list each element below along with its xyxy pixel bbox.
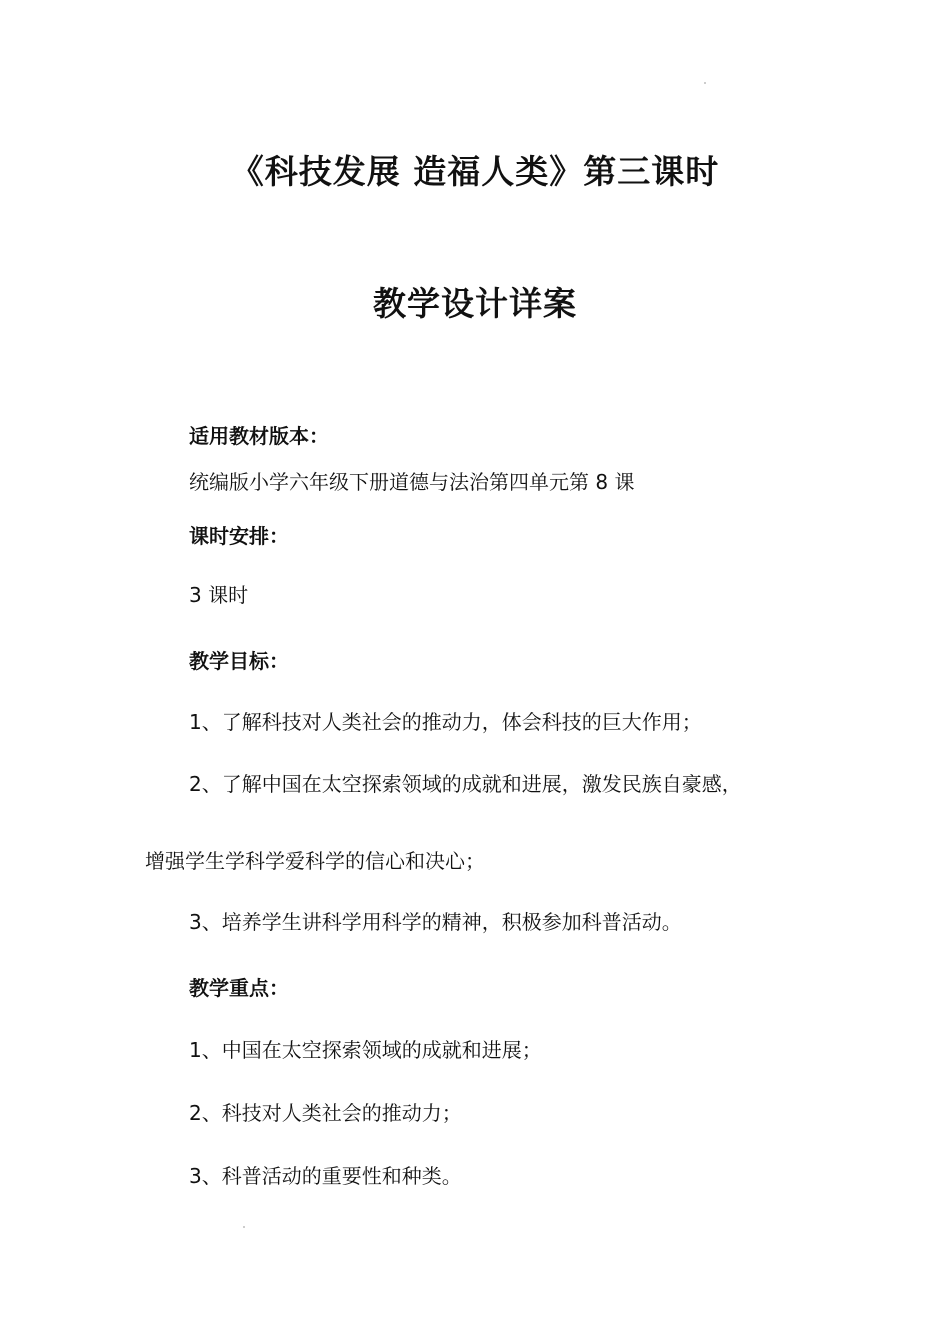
scan-speck xyxy=(243,1226,245,1228)
objectives-heading: 教学目标： xyxy=(189,649,289,673)
schedule-heading: 课时安排： xyxy=(189,524,289,548)
objective-item-2-line2: 增强学生学科学爱科学的信心和决心； xyxy=(145,849,485,873)
objective-item-2-line1: 2、了解中国在太空探索领域的成就和进展，激发民族自豪感， xyxy=(189,772,742,796)
key-points-heading: 教学重点： xyxy=(189,976,289,1000)
document-title-line2: 教学设计详案 xyxy=(373,284,577,323)
objective-item-3: 3、培养学生讲科学用科学的精神，积极参加科普活动。 xyxy=(189,910,682,934)
textbook-value: 统编版小学六年级下册道德与法治第四单元第 8 课 xyxy=(189,470,635,494)
key-point-item-2: 2、科技对人类社会的推动力； xyxy=(189,1101,462,1125)
schedule-value: 3 课时 xyxy=(189,583,249,607)
document-title-line1: 《科技发展 造福人类》第三课时 xyxy=(230,152,720,191)
key-point-item-1: 1、中国在太空探索领域的成就和进展； xyxy=(189,1038,542,1062)
key-point-item-3: 3、科普活动的重要性和种类。 xyxy=(189,1164,462,1188)
textbook-heading: 适用教材版本： xyxy=(189,424,329,448)
objective-item-1: 1、了解科技对人类社会的推动力，体会科技的巨大作用； xyxy=(189,710,702,734)
scan-speck xyxy=(704,82,706,84)
